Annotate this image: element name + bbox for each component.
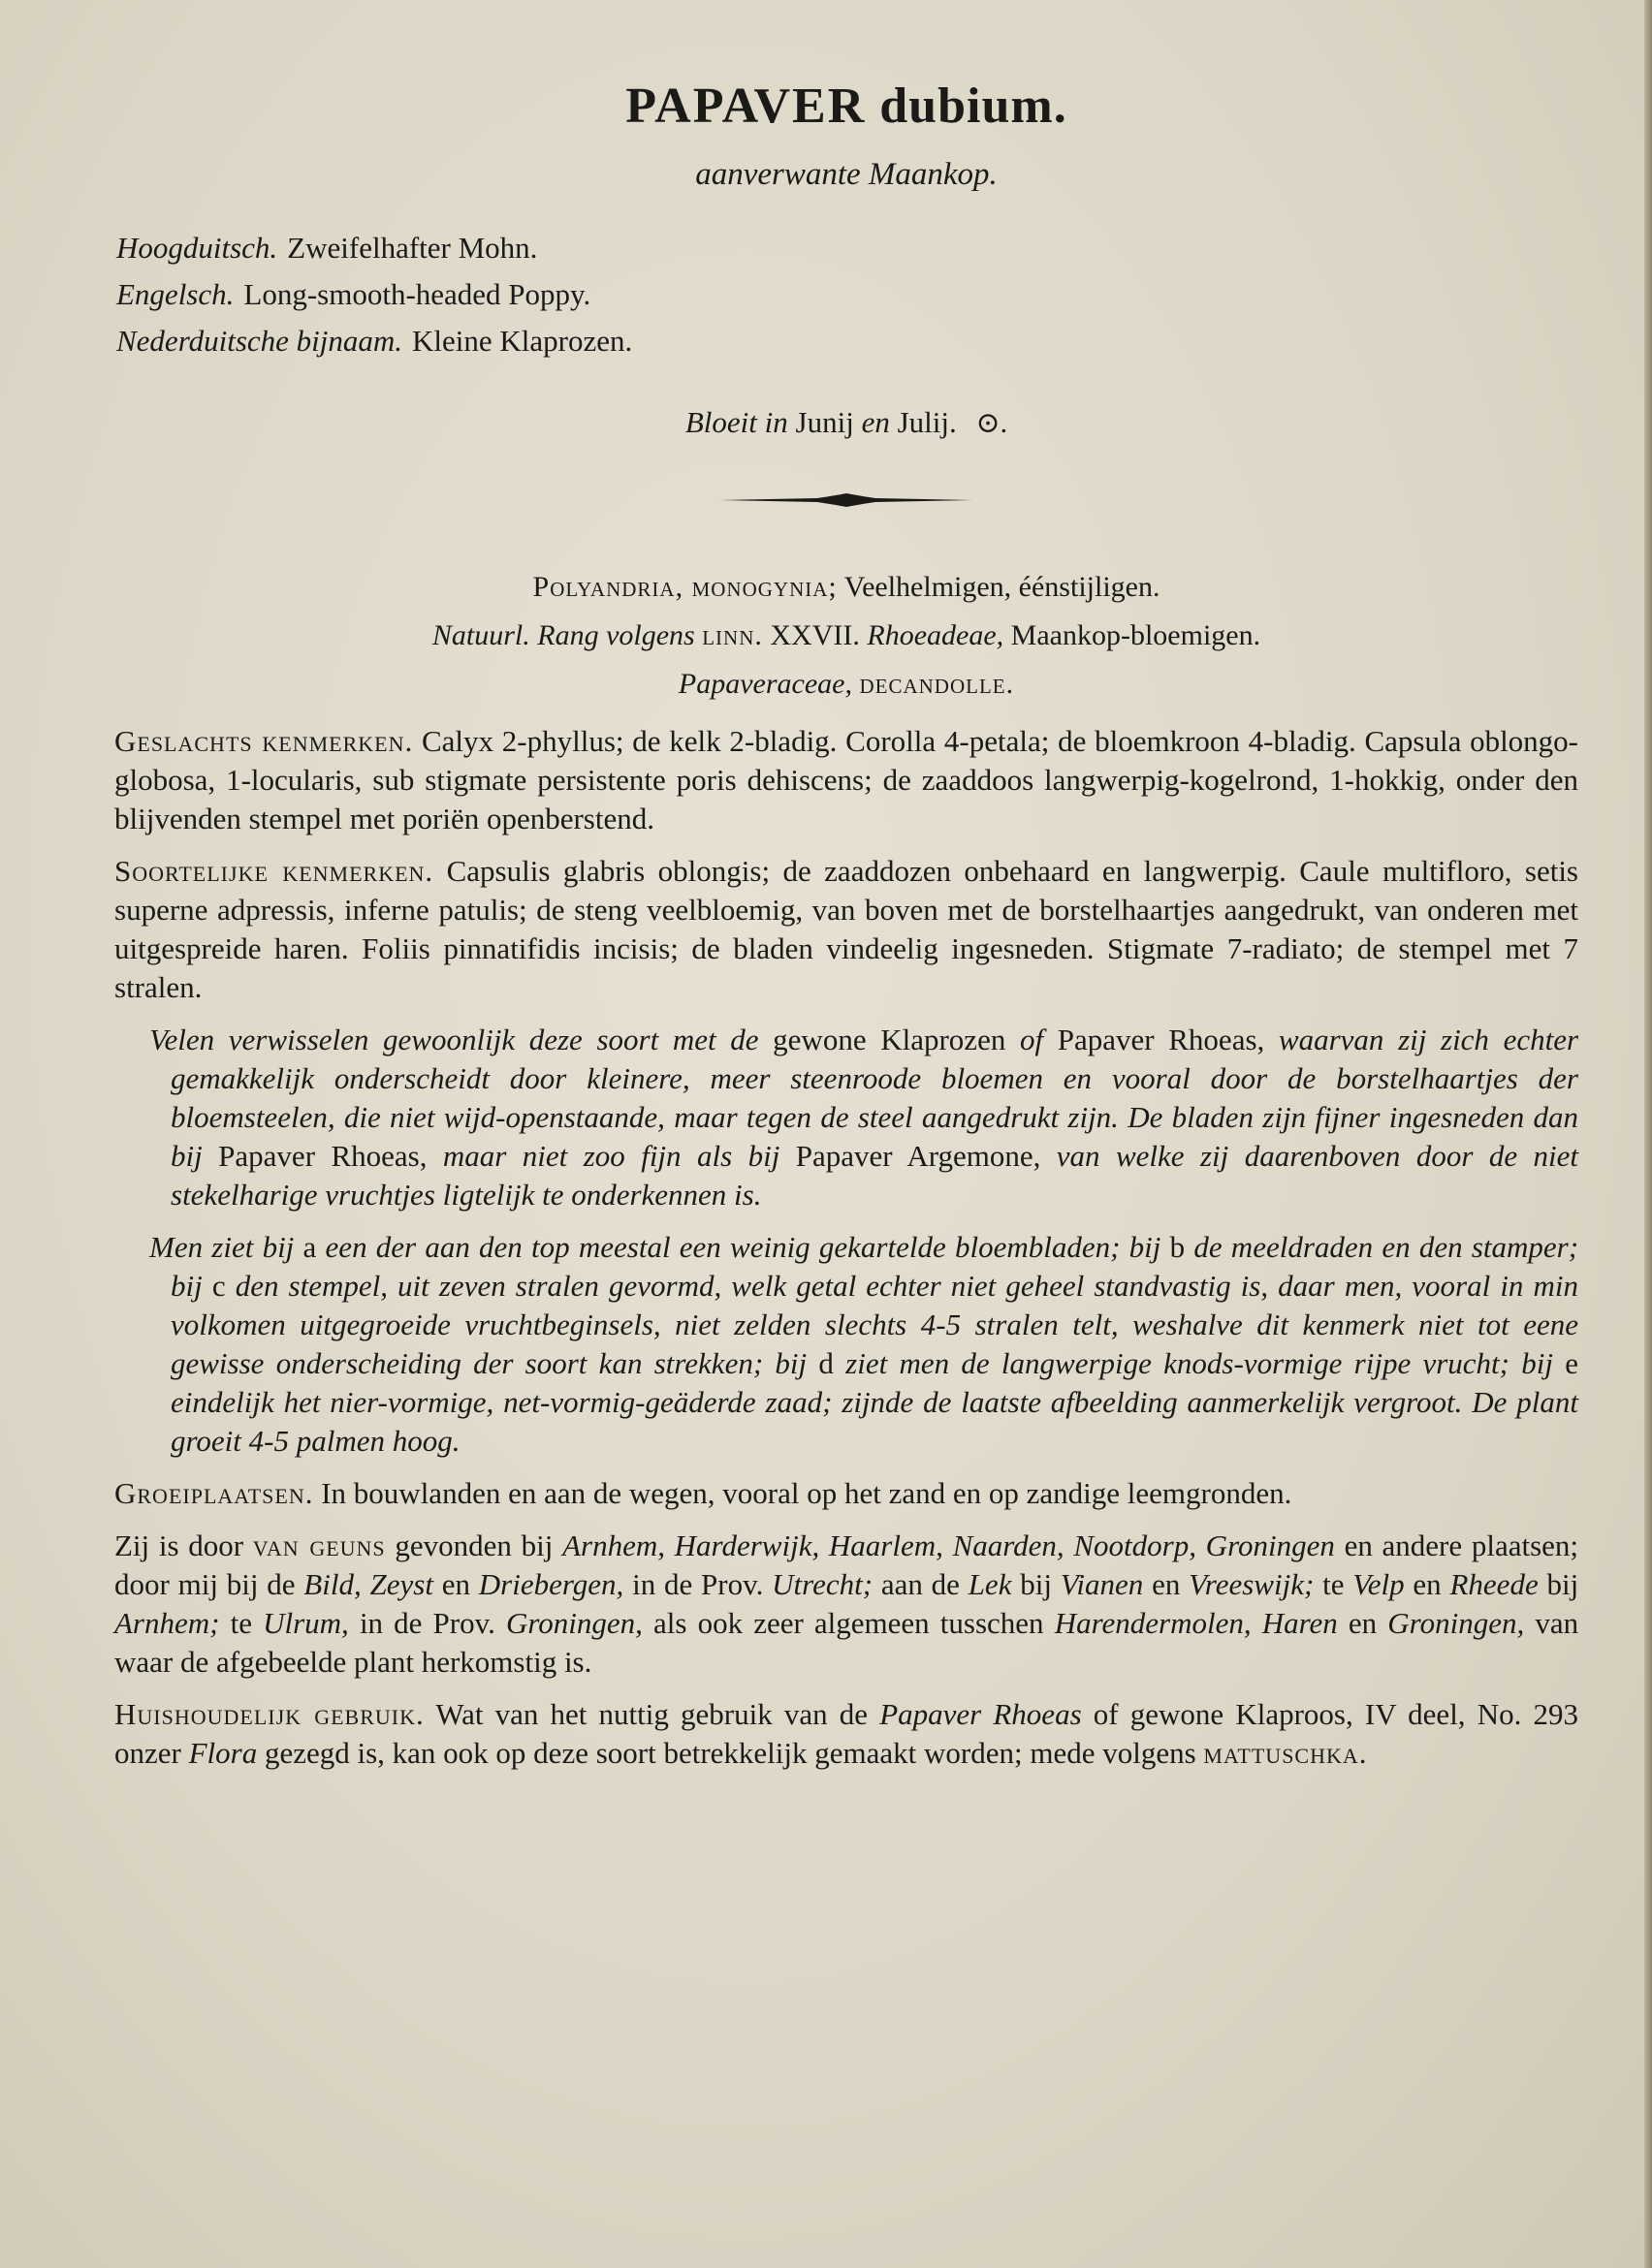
locality-text: te	[230, 1606, 252, 1640]
place-names: Rheede	[1449, 1567, 1539, 1601]
subtitle: aanverwante Maankop.	[695, 157, 998, 192]
place-names: Groningen,	[1387, 1606, 1525, 1640]
locality-text: en	[1152, 1567, 1181, 1601]
dutch-class: Veelhelmigen, éénstijligen.	[843, 571, 1160, 603]
note-text: den stempel, uit zeven stralen gevormd, welk getal echter niet geheel standvastig is, daar men, vooral in min volkomen uitgegroeide vruchtbeginsels, niet zelden slechts 4-5 stralen telt, weshalve dit kenmerk niet tot eene gewisse onderscheiding der soort kan strekken; bij	[171, 1269, 1579, 1380]
bloom-period	[114, 403, 1578, 443]
figure-letter: c	[211, 1269, 226, 1303]
note-text: van welke zij daarenboven door de niet stekelharige vruchtjes ligtelijk te onderkennen is.	[171, 1139, 1579, 1212]
note-text: eindelijk het nier-vormige, net-vormig-geäderde zaad; zijnde de laatste afbeelding aanmerkelijk vergroot. De plant groeit 4-5 palmen hoog.	[171, 1385, 1578, 1458]
note-text: ziet men de langwerpige knods-vormige rijpe vrucht; bij	[845, 1346, 1553, 1380]
bloom-label: Bloeit in	[684, 405, 788, 439]
household-use	[114, 1695, 1578, 1773]
bloom-month: Junij	[795, 405, 854, 439]
place-names: Utrecht;	[772, 1567, 874, 1601]
locality-text: bij	[1020, 1567, 1052, 1601]
classification-line-3	[114, 660, 1578, 709]
place-names: Bild, Zeyst	[303, 1567, 433, 1601]
vernacular-line	[116, 318, 1578, 364]
species-name: Papaver Rhoeas	[879, 1697, 1082, 1731]
title-genus: PAPAVER	[625, 79, 867, 134]
vernacular-line	[116, 271, 1578, 318]
section-heading: Huishoudelijk gebruik.	[114, 1697, 425, 1731]
note-text: Velen verwisselen gewoonlijk deze soort met de	[149, 1023, 759, 1056]
figure-letter: a	[302, 1230, 317, 1264]
section-text: of gewone Klaproos, IV deel, No. 293 onzer	[114, 1697, 1578, 1770]
note-text: of	[1019, 1023, 1044, 1056]
note-text: maar niet zoo fijn als bij	[442, 1139, 780, 1173]
vernacular-lang: Hoogduitsch.	[116, 231, 278, 265]
figure-letter: b	[1169, 1230, 1186, 1264]
note-confusion	[149, 1021, 1579, 1214]
page-content	[114, 68, 1578, 1773]
place-names: Velp	[1352, 1567, 1405, 1601]
annual-symbol-icon: ⊙.	[975, 407, 1008, 439]
vernacular-line	[116, 225, 1578, 271]
vernacular-lang: Nederduitsche bijnaam.	[116, 324, 403, 358]
note-text: de meeldraden en den stamper; bij	[171, 1230, 1579, 1303]
divider-ornament	[720, 489, 972, 511]
note-text: Papaver Argemone,	[795, 1139, 1041, 1173]
locality-text: van waar de afgebeelde plant herkomstig is.	[114, 1606, 1579, 1679]
place-names: Harendermolen, Haren	[1054, 1606, 1338, 1640]
section-text: Wat van het nuttig gebruik van de	[435, 1697, 869, 1731]
habitat	[114, 1474, 1578, 1513]
bloom-month: Julij.	[897, 405, 957, 439]
family-papaveraceae: Papaveraceae,	[678, 668, 852, 700]
place-names: Vianen	[1060, 1567, 1144, 1601]
figure-letter: d	[818, 1346, 834, 1380]
locality-text: gevonden bij	[395, 1528, 554, 1562]
classification-line-1	[114, 563, 1578, 612]
locality-text: en andere plaatsen; door mij bij de	[114, 1528, 1579, 1601]
place-names: Groningen,	[505, 1606, 643, 1640]
localities	[114, 1527, 1578, 1682]
vernacular-name: Long-smooth-headed Poppy.	[243, 277, 591, 311]
author-decandolle: decandolle.	[859, 668, 1015, 700]
locality-text: Zij is door	[114, 1528, 244, 1562]
section-text: Calyx 2-phyllus; de kelk 2-bladig. Corolla 4-petala; de bloemkroon 4-bladig. Capsula oblongo-globosa, 1-locularis, sub stigmate persistente poris dehiscens; de zaaddoos langwerpig-kogelrond, 1-hokkig, onder den blijvenden stempel met poriën openberstend.	[114, 724, 1579, 835]
vernacular-name: Kleine Klaprozen.	[412, 324, 633, 358]
linnaean-class: Polyandria, monogynia;	[532, 571, 838, 603]
natural-rank-label: Natuurl. Rang volgens	[431, 619, 695, 651]
rank-number: XXVII.	[770, 619, 860, 651]
locality-text: bij	[1546, 1567, 1579, 1601]
family-rhoeadeae: Rhoeadeae,	[867, 619, 1004, 651]
title-species: dubium.	[879, 79, 1067, 134]
page-edge	[1644, 0, 1652, 2268]
note-text: waarvan zij zich echter gemakkelijk onderscheidt door kleinere, meer steenroode bloemen en vooral door de borstelhaartjes der bloemsteelen, die niet wijd-openstaande, maar tegen de steel aangedrukt zijn. De bladen zijn fijner ingesneden dan bij	[171, 1023, 1579, 1173]
page-title	[114, 76, 1578, 138]
note-figures	[149, 1228, 1579, 1461]
classification-line-2	[114, 612, 1578, 660]
note-text: Papaver Rhoeas,	[218, 1139, 428, 1173]
locality-text: en	[1413, 1567, 1442, 1601]
locality-text: als ook zeer algemeen tusschen	[653, 1606, 1044, 1640]
note-text: gewone Klaprozen	[773, 1023, 1006, 1056]
note-text: een der aan den top meestal een weinig gekartelde bloembladen; bij	[325, 1230, 1161, 1264]
locality-text: en	[1348, 1606, 1378, 1640]
place-names: Lek	[968, 1567, 1012, 1601]
section-heading: Soortelijke kenmerken.	[114, 854, 434, 888]
figure-letter: e	[1565, 1346, 1578, 1380]
author-mattuschka: mattuschka.	[1203, 1736, 1368, 1770]
species-characteristics	[114, 852, 1578, 1007]
author-linn: linn.	[702, 619, 763, 651]
place-names: Driebergen,	[478, 1567, 624, 1601]
section-heading: Groeiplaatsen.	[114, 1476, 314, 1510]
note-text: Men ziet bij	[149, 1230, 295, 1264]
work-title: Flora	[188, 1736, 258, 1770]
vernacular-names	[114, 225, 1578, 364]
locality-text: aan de	[880, 1567, 960, 1601]
locality-text: te	[1322, 1567, 1345, 1601]
place-names: Arnhem, Harderwijk, Haarlem, Naarden, Nootdorp, Groningen	[562, 1528, 1335, 1562]
section-text: In bouwlanden en aan de wegen, vooral op het zand en op zandige leemgronden.	[321, 1476, 1292, 1510]
family-dutch: Maankop-bloemigen.	[1010, 619, 1261, 651]
bloom-and: en	[861, 405, 890, 439]
vernacular-name: Zweifelhafter Mohn.	[287, 231, 538, 265]
section-text: Capsulis glabris oblongis; de zaaddozen onbehaard en langwerpig. Caule multifloro, setis superne adpressis, inferne patulis; de steng veelbloemig, van boven met de borstelhaartjes aangedrukt, van onderen met uitgespreide haren. Foliis pinnatifidis incisis; de bladen vindeelig ingesneden. Stigmate 7-radiato; de stempel met 7 stralen.	[114, 854, 1579, 1004]
place-names: Arnhem;	[114, 1606, 220, 1640]
locality-text: in de Prov.	[359, 1606, 495, 1640]
locality-text: in de Prov.	[632, 1567, 764, 1601]
locality-text: en	[441, 1567, 470, 1601]
note-text: Papaver Rhoeas,	[1057, 1023, 1265, 1056]
collector-name: van geuns	[252, 1528, 386, 1562]
place-names: Vreeswijk;	[1189, 1567, 1315, 1601]
section-text: gezegd is, kan ook op deze soort betrekkelijk gemaakt worden; mede volgens	[264, 1736, 1196, 1770]
vernacular-lang: Engelsch.	[116, 277, 235, 311]
genus-characteristics	[114, 722, 1578, 838]
place-names: Ulrum,	[263, 1606, 349, 1640]
section-heading: Geslachts kenmerken.	[114, 724, 414, 758]
